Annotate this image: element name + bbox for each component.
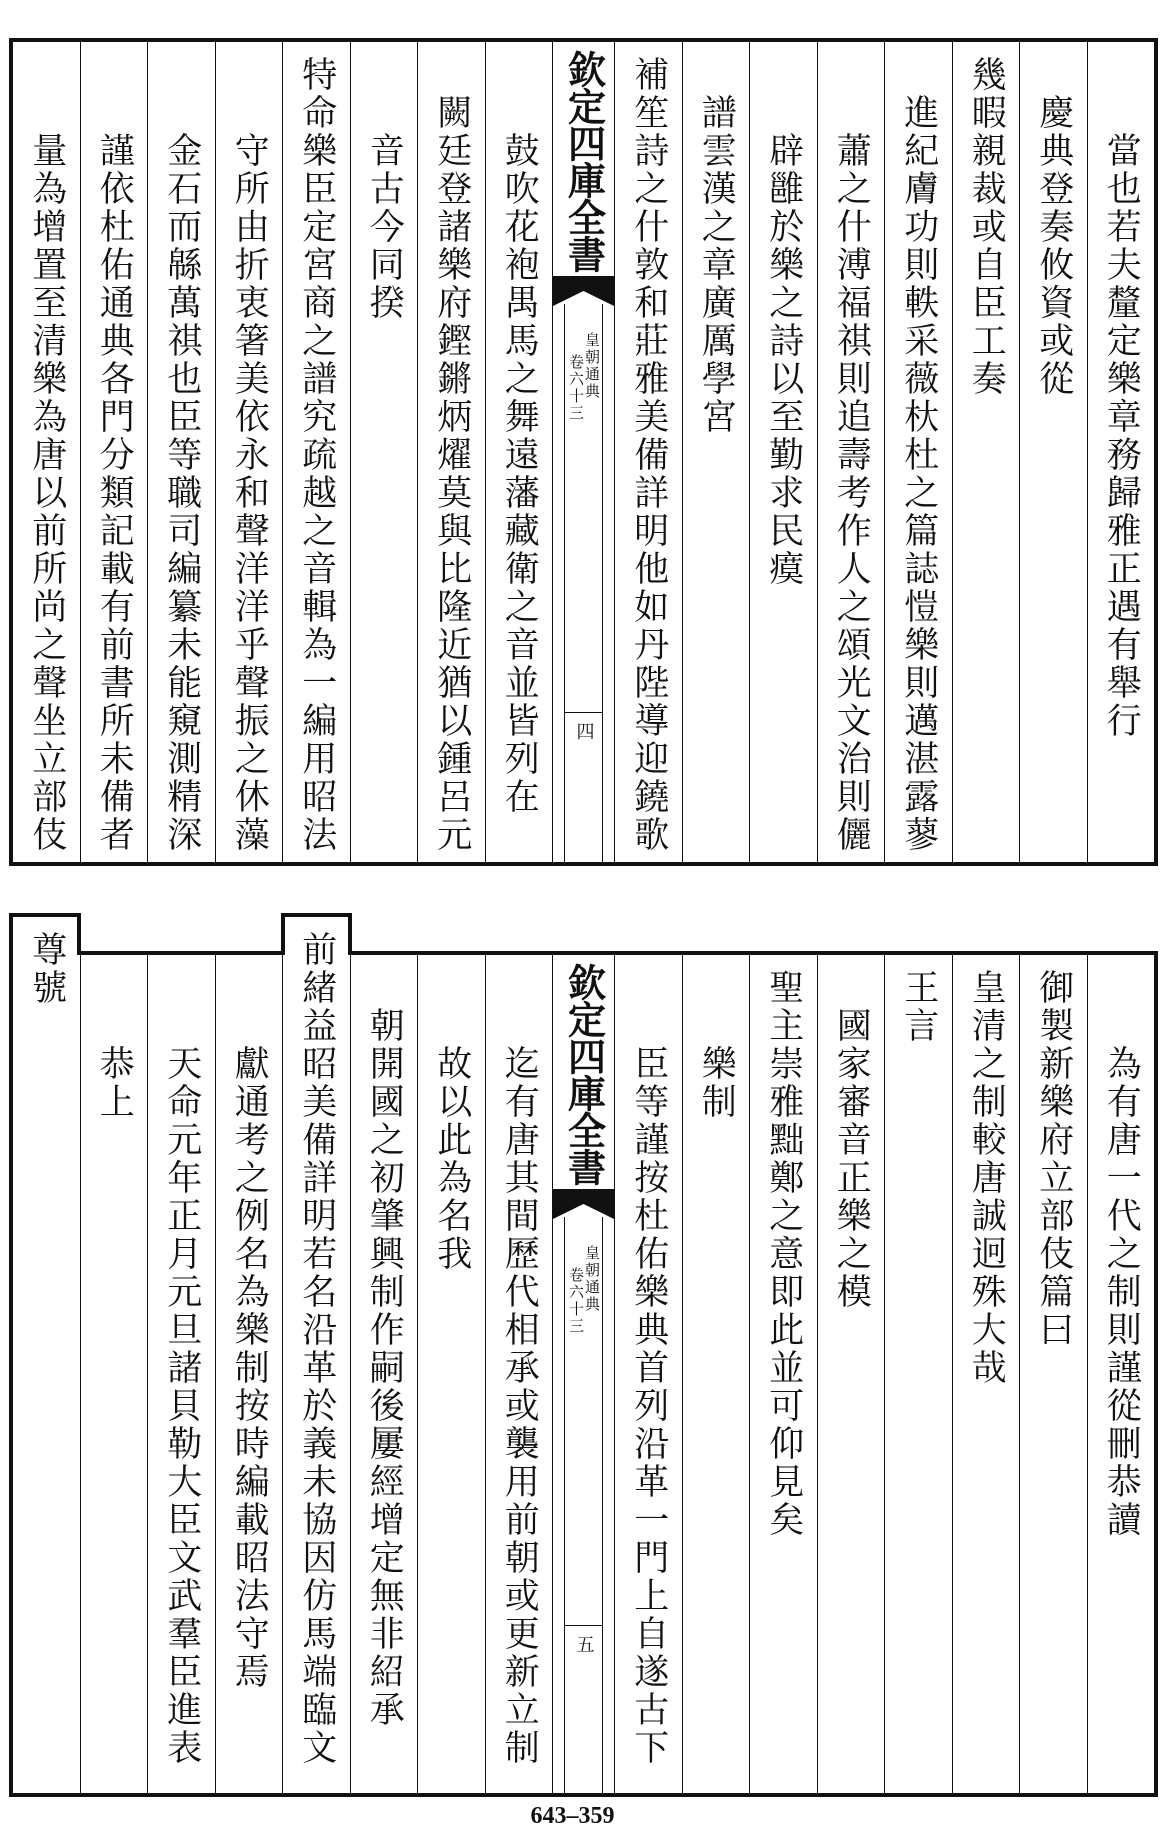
bottom-page-panel [9,931,1158,1797]
column-text: 尊號 [26,931,67,1007]
column-text: 王言 [898,969,939,1045]
top-page-panel [9,38,1158,866]
text-column [485,42,553,862]
page-number-rule [564,712,603,713]
column-text: 譜雲漢之章廣厲學宮 [696,94,737,436]
text-column [80,42,148,862]
column-text: 皇清之制較唐誠迥殊大哉 [966,969,1007,1387]
section-heading-column [682,955,750,1793]
margin-rule [602,1217,603,1793]
margin-rule [602,304,603,862]
text-column [749,42,817,862]
text-column [80,955,148,1793]
column-text: 守所由折衷箸美依永和聲洋洋乎聲振之休藻 [229,132,270,854]
catalog-number: 643–359 [530,1803,615,1829]
text-column [13,42,80,862]
column-text: 闕廷登諸樂府鏗鏘炳燿莫與比隆近猶以鍾呂元 [431,94,472,854]
column-text: 特命樂臣定宮商之譜究疏越之音輯為一編用昭法 [296,56,337,854]
column-text: 鼓吹花袍禺馬之舞遠藩藏衛之音並皆列在 [499,132,540,816]
text-column [147,42,215,862]
column-text: 慶典登奏攸資或從 [1033,94,1074,398]
book-title: 欽定四庫全書 [561,50,607,272]
text-column [952,42,1020,862]
text-column [215,955,283,1793]
fishtail-mark [553,1189,614,1223]
text-column [1019,42,1087,862]
text-column [1087,42,1155,862]
text-column [884,955,952,1793]
margin-rule [564,304,565,862]
center-margin-strip [552,42,614,862]
column-text: 補笙詩之什敦和莊雅美備詳明他如丹陛導迎鐃歌 [628,56,669,854]
book-name: 皇朝通典 [583,1245,601,1313]
column-text: 天命元年正月元旦諸貝勒大臣文武羣臣進表 [161,1045,202,1767]
text-column [215,42,283,862]
text-column [13,931,80,1793]
text-column [282,931,350,1793]
text-column [749,955,817,1793]
page-number: 四 [573,722,595,740]
text-column [417,42,485,862]
column-text: 臣等謹按杜佑樂典首列沿革一門上自遂古下 [628,1045,669,1767]
text-column [417,955,485,1793]
text-column [350,42,418,862]
column-text: 迄有唐其間歷代相承或襲用前朝或更新立制 [499,1045,540,1767]
column-text: 謹依杜佑通典各門分類記載有前書所未備者 [94,132,135,854]
column-text: 金石而緜萬祺也臣等職司編纂未能窺測精深 [161,132,202,854]
column-text: 音古今同揆 [364,132,405,322]
text-column [614,955,682,1793]
column-text: 獻通考之例名為樂制按時編載昭法守焉 [229,1045,270,1691]
column-text: 恭上 [94,1045,135,1121]
column-text: 御製新樂府立部伎篇曰 [1033,969,1074,1349]
column-text: 蕭之什溥福祺則追壽考作人之頌光文治則儷 [831,132,872,854]
book-title: 欽定四庫全書 [561,963,607,1185]
column-text: 故以此為名我 [431,1045,472,1273]
column-text: 朝開國之初肇興制作嗣後屢經增定無非紹承 [364,1007,405,1729]
column-text: 幾暇親裁或自臣工奏 [966,56,1007,398]
book-name: 皇朝通典 [583,332,601,400]
text-column [1087,955,1155,1793]
fishtail-mark [553,276,614,310]
juan-number: 卷六十三 [567,354,585,422]
text-column [350,955,418,1793]
juan-number: 卷六十三 [567,1267,585,1335]
column-text: 前緒益昭美備詳明若名沿革於義未協因仿馬端臨文 [296,931,337,1767]
text-column [952,955,1020,1793]
text-column [614,42,682,862]
text-column [485,955,553,1793]
text-column [147,955,215,1793]
column-text: 國家審音正樂之模 [831,1007,872,1311]
column-text: 辟雝於樂之詩以至勤求民瘼 [763,132,804,588]
page-number: 五 [573,1635,595,1653]
margin-rule [564,1217,565,1793]
column-text: 聖主崇雅黜鄭之意即此並可仰見矣 [763,969,804,1539]
text-column [884,42,952,862]
column-text: 進紀膚功則軼采薇杕杜之篇誌愷樂則邁湛露蓼 [898,94,939,854]
column-text: 為有唐一代之制則謹從刪恭讀 [1101,1045,1142,1539]
text-column [682,42,750,862]
column-text: 量為增置至清樂為唐以前所尚之聲坐立部伎 [26,132,67,854]
text-column [817,42,885,862]
text-column [282,42,350,862]
text-column [817,955,885,1793]
text-column [1019,955,1087,1793]
page-number-rule [564,1625,603,1626]
center-margin-strip [552,955,614,1793]
column-text: 當也若夫釐定樂章務歸雅正遇有舉行 [1101,132,1142,740]
section-heading: 樂制 [696,1045,737,1121]
